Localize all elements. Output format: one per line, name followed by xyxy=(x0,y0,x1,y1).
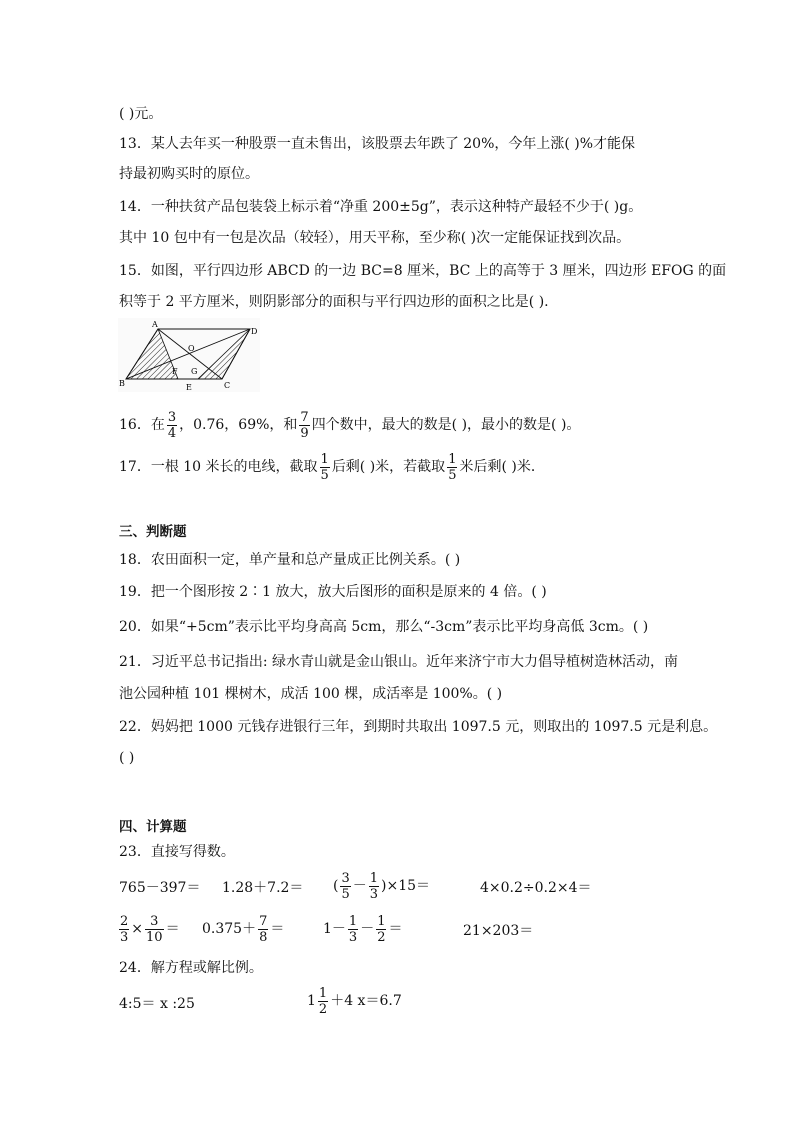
q17-prefix: 17．一根 10 米长的电线，截取 xyxy=(119,459,318,475)
q18: 18．农田面积一定，单产量和总产量成正比例关系。( ) xyxy=(119,552,461,568)
q17-fraction-1: $\frac{1}{5}$ xyxy=(320,451,329,483)
q16 xyxy=(119,408,580,442)
parallelogram-figure xyxy=(118,318,260,392)
q13-line2: 持最初购买时的原位。 xyxy=(119,166,259,182)
q24: 24．解方程或解比例。 xyxy=(119,960,263,976)
q19: 19．把一个图形按 2∶1 放大，放大后图形的面积是原来的 4 倍。( ) xyxy=(119,584,547,600)
section-3-heading: 三、判断题 xyxy=(119,524,187,540)
calc-expr-7: 1－ $\frac{1}{3}$ － $\frac{1}{2}$ ＝ xyxy=(323,913,403,945)
label-b: B xyxy=(119,379,125,388)
label-a: A xyxy=(152,320,158,329)
equation-2: 1 $\frac{1}{2}$ ＋4 x＝6.7 xyxy=(307,985,402,1017)
calc-expr-4: 4×0.2÷0.2×4＝ xyxy=(480,880,592,896)
q16-mid: ，0.76，69%，和 xyxy=(179,417,298,433)
q16-suffix: 四个数中，最大的数是( )，最小的数是( )。 xyxy=(311,417,581,433)
q13-line1: 13．某人去年买一种股票一直未售出，该股票去年跌了 20%，今年上涨( )%才能保 xyxy=(119,136,636,152)
label-f: F xyxy=(172,367,178,376)
calc-expr-2: 1.28＋7.2＝ xyxy=(222,880,304,896)
calc-expr-3: ( $\frac{3}{5}$ － $\frac{1}{3}$ )×15＝ xyxy=(333,870,431,902)
q22-line2: ( ) xyxy=(119,750,135,766)
label-e: E xyxy=(186,383,192,392)
q16-fraction-2: $\frac{7}{9}$ xyxy=(300,409,309,441)
q12-tail: ( )元。 xyxy=(119,106,163,122)
q23: 23．直接写得数。 xyxy=(119,844,235,860)
q14-line1: 14．一种扶贫产品包装袋上标示着“净重 200±5g”，表示这种特产最轻不少于( )g。 xyxy=(119,199,643,215)
calc-expr-6: 0.375＋ $\frac{7}{8}$ ＝ xyxy=(202,913,285,945)
q15-line1: 15．如图，平行四边形 ABCD 的一边 BC=8 厘米，BC 上的高等于 3 厘米，四边形 EFOG 的面 xyxy=(119,263,727,279)
equation-1: 4:5＝ x :25 xyxy=(119,996,195,1012)
q16-prefix: 16．在 xyxy=(119,417,165,433)
label-g: G xyxy=(191,367,198,376)
q14-line2: 其中 10 包中有一包是次品（较轻），用天平称，至少称( )次一定能保证找到次品。 xyxy=(119,230,631,246)
q15-line2: 积等于 2 平方厘米，则阴影部分的面积与平行四边形的面积之比是( ). xyxy=(119,294,549,310)
q17 xyxy=(119,450,545,484)
q22-line1: 22．妈妈把 1000 元钱存进银行三年，到期时共取出 1097.5 元，则取出的 1097.5 元是利息。 xyxy=(119,719,718,735)
q20: 20．如果“+5cm”表示比平均身高高 5cm，那么“-3cm”表示比平均身高低 3cm。( ) xyxy=(119,619,649,635)
q16-fraction-1: $\frac{3}{4}$ xyxy=(167,409,177,441)
q17-mid: 后剩( )米，若截取 xyxy=(331,459,446,475)
label-o: O xyxy=(188,344,195,353)
q17-suffix: 米后剩( )米． xyxy=(459,459,545,475)
q21-line1: 21．习近平总书记指出: 绿水青山就是金山银山。近年来济宁市大力倡导植树造林活动，南 xyxy=(119,654,678,670)
q17-fraction-2: $\frac{1}{5}$ xyxy=(448,451,457,483)
calc-expr-1: 765－397＝ xyxy=(119,880,201,896)
calc-expr-8: 21×203＝ xyxy=(463,923,534,939)
label-c: C xyxy=(224,381,231,390)
section-4-heading: 四、计算题 xyxy=(119,819,187,835)
q21-line2: 池公园种植 101 棵树木，成活 100 棵，成活率是 100%。( ) xyxy=(119,686,503,702)
calc-expr-5: $\frac{2}{3}$ × $\frac{3}{10}$ ＝ xyxy=(120,913,180,945)
label-d: D xyxy=(251,327,258,336)
